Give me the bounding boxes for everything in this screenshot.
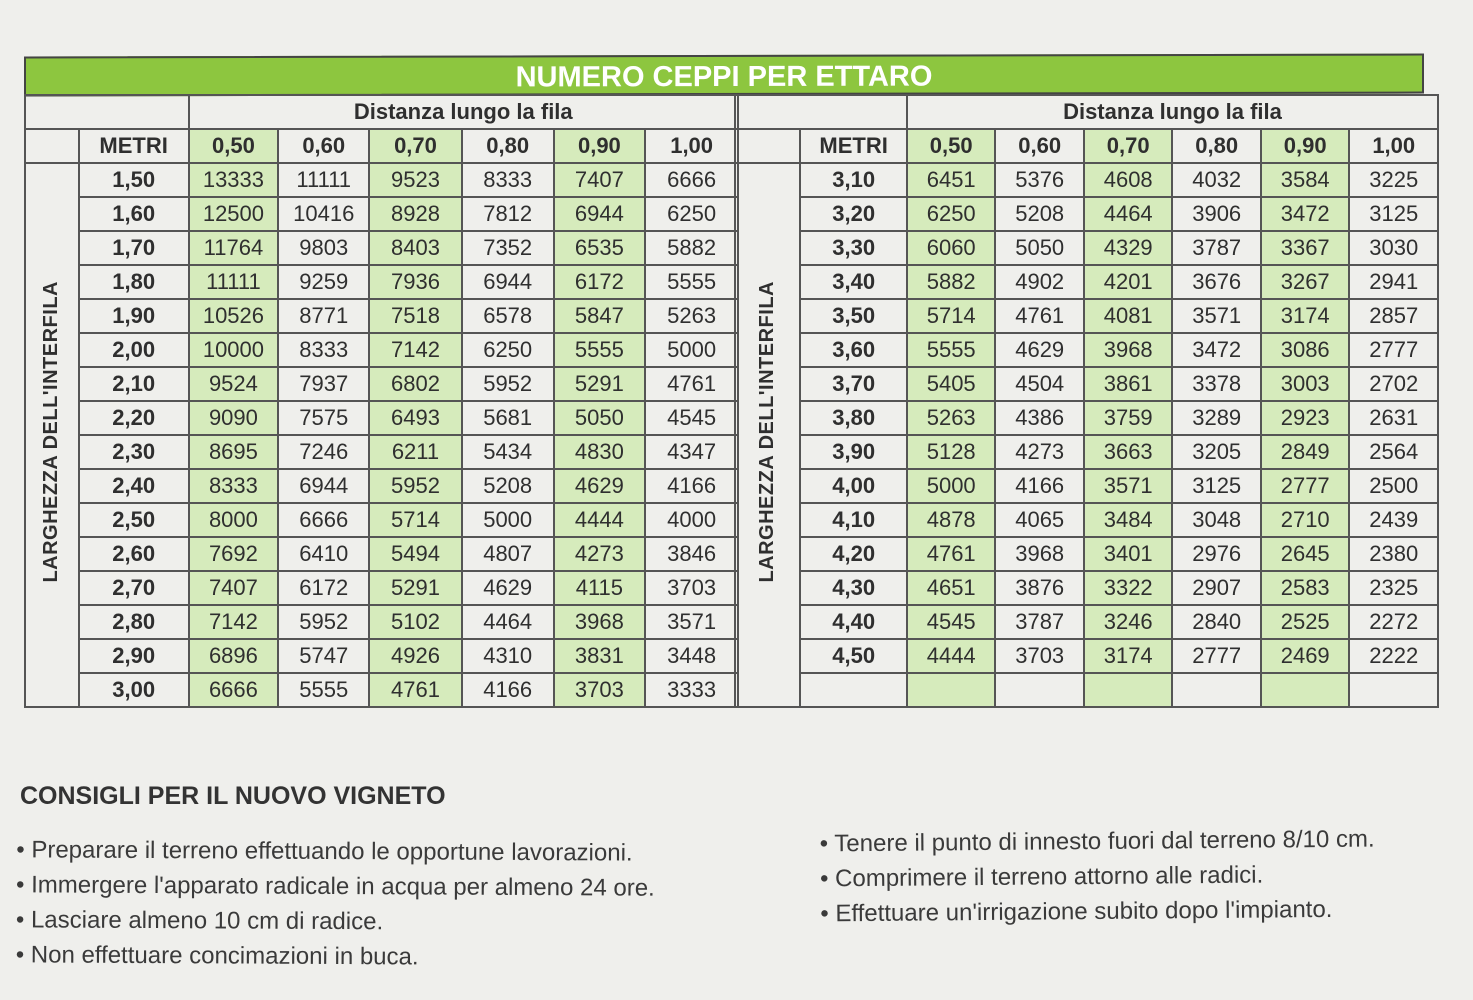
value-cell: 4201 xyxy=(1084,265,1173,299)
value-cell: 5050 xyxy=(995,231,1084,265)
value-cell: 5555 xyxy=(645,265,738,299)
value-cell: 5494 xyxy=(369,537,462,571)
metri-cell: 2,00 xyxy=(79,333,189,367)
value-cell: 7575 xyxy=(278,401,369,435)
column-header: 0,60 xyxy=(278,129,369,163)
value-cell: 6578 xyxy=(462,299,554,333)
value-cell: 3876 xyxy=(995,571,1084,605)
value-cell: 5434 xyxy=(462,435,554,469)
value-cell: 4329 xyxy=(1084,231,1173,265)
value-cell: 3968 xyxy=(995,537,1084,571)
advice-item: • Comprimere il terreno attorno alle radici. xyxy=(820,857,1375,897)
value-cell: 3676 xyxy=(1172,265,1261,299)
table-row xyxy=(735,401,1438,435)
column-header: 1,00 xyxy=(1349,129,1438,163)
value-cell: 5405 xyxy=(907,367,996,401)
value-cell: 3401 xyxy=(1084,537,1173,571)
value-cell: 2500 xyxy=(1349,469,1438,503)
value-cell: 6172 xyxy=(278,571,369,605)
value-cell: 6535 xyxy=(554,231,646,265)
advice-item: • Preparare il terreno effettuando le opportune lavorazioni. xyxy=(16,832,655,870)
value-cell: 4310 xyxy=(462,639,554,673)
column-header: 0,50 xyxy=(907,129,996,163)
metri-cell: 4,20 xyxy=(800,537,907,571)
value-cell: 5050 xyxy=(554,401,646,435)
table-row xyxy=(25,503,738,537)
metri-cell: 3,50 xyxy=(800,299,907,333)
value-cell: 4347 xyxy=(645,435,738,469)
value-cell: 5952 xyxy=(462,367,554,401)
value-cell: 3030 xyxy=(1349,231,1438,265)
table-row xyxy=(735,435,1438,469)
value-cell: 4629 xyxy=(995,333,1084,367)
metri-cell: 2,90 xyxy=(79,639,189,673)
table-row xyxy=(25,265,738,299)
value-cell: 5263 xyxy=(645,299,738,333)
value-cell: 9803 xyxy=(278,231,369,265)
value-cell: 3367 xyxy=(1261,231,1350,265)
value-cell: 5000 xyxy=(907,469,996,503)
value-cell xyxy=(995,673,1084,707)
metri-header: METRI xyxy=(79,129,189,163)
value-cell: 8928 xyxy=(369,197,462,231)
value-cell: 4032 xyxy=(1172,163,1261,197)
value-cell: 6250 xyxy=(462,333,554,367)
value-cell: 7518 xyxy=(369,299,462,333)
value-cell: 5000 xyxy=(645,333,738,367)
value-cell: 3759 xyxy=(1084,401,1173,435)
value-cell: 4608 xyxy=(1084,163,1173,197)
column-header: 0,60 xyxy=(995,129,1084,163)
value-cell: 3906 xyxy=(1172,197,1261,231)
value-cell: 4444 xyxy=(907,639,996,673)
value-cell: 3787 xyxy=(1172,231,1261,265)
value-cell: 6250 xyxy=(645,197,738,231)
row-axis-label xyxy=(25,163,79,707)
metri-cell: 3,90 xyxy=(800,435,907,469)
value-cell: 9524 xyxy=(189,367,279,401)
value-cell: 5747 xyxy=(278,639,369,673)
value-cell: 4629 xyxy=(554,469,646,503)
metri-cell: 3,20 xyxy=(800,197,907,231)
metri-cell: 1,70 xyxy=(79,231,189,265)
value-cell: 4464 xyxy=(462,605,554,639)
value-cell: 3378 xyxy=(1172,367,1261,401)
value-cell: 3861 xyxy=(1084,367,1173,401)
value-cell: 4629 xyxy=(462,571,554,605)
value-cell: 5952 xyxy=(278,605,369,639)
table-row xyxy=(735,537,1438,571)
value-cell: 3584 xyxy=(1261,163,1350,197)
value-cell: 2840 xyxy=(1172,605,1261,639)
metri-cell: 4,40 xyxy=(800,605,907,639)
table-row xyxy=(25,197,738,231)
value-cell: 7812 xyxy=(462,197,554,231)
value-cell: 2777 xyxy=(1349,333,1438,367)
value-cell: 3663 xyxy=(1084,435,1173,469)
value-cell: 3448 xyxy=(645,639,738,673)
value-cell: 3174 xyxy=(1261,299,1350,333)
column-header: 1,00 xyxy=(645,129,738,163)
value-cell: 9259 xyxy=(278,265,369,299)
value-cell: 3205 xyxy=(1172,435,1261,469)
table-row xyxy=(735,299,1438,333)
value-cell: 4166 xyxy=(462,673,554,707)
value-cell: 4926 xyxy=(369,639,462,673)
value-cell: 2222 xyxy=(1349,639,1438,673)
value-cell: 3831 xyxy=(554,639,646,673)
value-cell: 3246 xyxy=(1084,605,1173,639)
value-cell: 6896 xyxy=(189,639,279,673)
table-row xyxy=(25,299,738,333)
table-row xyxy=(735,265,1438,299)
value-cell: 9090 xyxy=(189,401,279,435)
subheader-row xyxy=(735,95,1438,129)
value-cell: 6666 xyxy=(278,503,369,537)
metri-cell: 1,80 xyxy=(79,265,189,299)
value-cell: 6802 xyxy=(369,367,462,401)
value-cell: 4273 xyxy=(995,435,1084,469)
value-cell xyxy=(907,673,996,707)
row-axis-label-text: LARGHEZZA DELL'INTERFILA xyxy=(756,281,779,583)
value-cell: 5555 xyxy=(907,333,996,367)
value-cell: 6493 xyxy=(369,401,462,435)
table-row xyxy=(25,435,738,469)
metri-cell: 1,90 xyxy=(79,299,189,333)
value-cell: 4000 xyxy=(645,503,738,537)
table-row xyxy=(735,163,1438,197)
distance-along-row-header: Distanza lungo la fila xyxy=(189,95,738,129)
metri-cell: 3,80 xyxy=(800,401,907,435)
metri-cell: 2,50 xyxy=(79,503,189,537)
value-cell: 5555 xyxy=(278,673,369,707)
value-cell: 4464 xyxy=(1084,197,1173,231)
value-cell: 4273 xyxy=(554,537,646,571)
metri-cell: 2,60 xyxy=(79,537,189,571)
value-cell: 5376 xyxy=(995,163,1084,197)
table-row xyxy=(25,605,738,639)
value-cell: 7407 xyxy=(189,571,279,605)
metri-cell: 3,70 xyxy=(800,367,907,401)
table-row xyxy=(25,469,738,503)
value-cell: 6666 xyxy=(189,673,279,707)
value-cell: 2923 xyxy=(1261,401,1350,435)
metri-cell: 4,50 xyxy=(800,639,907,673)
value-cell: 5952 xyxy=(369,469,462,503)
value-cell: 4115 xyxy=(554,571,646,605)
value-cell: 8403 xyxy=(369,231,462,265)
column-header: 0,70 xyxy=(1084,129,1173,163)
advice-list-right xyxy=(820,822,1376,932)
value-cell: 6944 xyxy=(554,197,646,231)
value-cell: 2976 xyxy=(1172,537,1261,571)
value-cell: 7142 xyxy=(189,605,279,639)
metri-cell: 2,30 xyxy=(79,435,189,469)
metri-cell: 2,20 xyxy=(79,401,189,435)
value-cell: 3472 xyxy=(1261,197,1350,231)
value-cell xyxy=(1084,673,1173,707)
value-cell: 2583 xyxy=(1261,571,1350,605)
value-cell: 4651 xyxy=(907,571,996,605)
value-cell: 2631 xyxy=(1349,401,1438,435)
blank-cell xyxy=(735,129,800,163)
advice-section-title: CONSIGLI PER IL NUOVO VIGNETO xyxy=(20,782,446,810)
value-cell: 5291 xyxy=(369,571,462,605)
value-cell: 4545 xyxy=(907,605,996,639)
value-cell: 4386 xyxy=(995,401,1084,435)
column-header: 0,70 xyxy=(369,129,462,163)
value-cell: 4166 xyxy=(995,469,1084,503)
value-cell: 2849 xyxy=(1261,435,1350,469)
metri-cell: 4,00 xyxy=(800,469,907,503)
value-cell: 11111 xyxy=(189,265,279,299)
value-cell: 3968 xyxy=(554,605,646,639)
left-stock-table xyxy=(24,94,739,708)
value-cell: 2380 xyxy=(1349,537,1438,571)
value-cell: 3703 xyxy=(995,639,1084,673)
value-cell: 2469 xyxy=(1261,639,1350,673)
value-cell: 10000 xyxy=(189,333,279,367)
value-cell: 3703 xyxy=(645,571,738,605)
value-cell: 5714 xyxy=(907,299,996,333)
column-header-row xyxy=(735,129,1438,163)
value-cell: 3571 xyxy=(1172,299,1261,333)
row-axis-label-text: LARGHEZZA DELL'INTERFILA xyxy=(40,281,63,583)
value-cell: 6666 xyxy=(645,163,738,197)
metri-cell: 2,80 xyxy=(79,605,189,639)
value-cell: 8000 xyxy=(189,503,279,537)
value-cell: 2272 xyxy=(1349,605,1438,639)
distance-along-row-header: Distanza lungo la fila xyxy=(907,95,1438,129)
value-cell: 7692 xyxy=(189,537,279,571)
metri-cell: 3,40 xyxy=(800,265,907,299)
value-cell: 2857 xyxy=(1349,299,1438,333)
value-cell: 4081 xyxy=(1084,299,1173,333)
column-header: 0,50 xyxy=(189,129,279,163)
subheader-row xyxy=(25,95,738,129)
value-cell: 6211 xyxy=(369,435,462,469)
table-row xyxy=(25,639,738,673)
value-cell: 4761 xyxy=(907,537,996,571)
metri-cell: 2,10 xyxy=(79,367,189,401)
metri-cell xyxy=(800,673,907,707)
metri-cell: 3,30 xyxy=(800,231,907,265)
column-header: 0,90 xyxy=(1261,129,1350,163)
value-cell: 7407 xyxy=(554,163,646,197)
value-cell: 8695 xyxy=(189,435,279,469)
value-cell: 3267 xyxy=(1261,265,1350,299)
table-row xyxy=(25,367,738,401)
value-cell: 8333 xyxy=(189,469,279,503)
value-cell: 3968 xyxy=(1084,333,1173,367)
table-row xyxy=(735,605,1438,639)
value-cell: 2907 xyxy=(1172,571,1261,605)
value-cell: 6451 xyxy=(907,163,996,197)
column-header: 0,80 xyxy=(1172,129,1261,163)
advice-item: • Non effettuare concimazioni in buca. xyxy=(16,937,655,975)
table-row xyxy=(25,231,738,265)
value-cell: 6060 xyxy=(907,231,996,265)
value-cell: 3048 xyxy=(1172,503,1261,537)
table-row xyxy=(735,503,1438,537)
value-cell: 4761 xyxy=(995,299,1084,333)
metri-cell: 4,30 xyxy=(800,571,907,605)
value-cell: 3289 xyxy=(1172,401,1261,435)
value-cell: 3125 xyxy=(1349,197,1438,231)
value-cell: 3125 xyxy=(1172,469,1261,503)
table-row xyxy=(735,231,1438,265)
value-cell: 3571 xyxy=(1084,469,1173,503)
value-cell: 2325 xyxy=(1349,571,1438,605)
value-cell: 3484 xyxy=(1084,503,1173,537)
value-cell: 3846 xyxy=(645,537,738,571)
value-cell: 5882 xyxy=(645,231,738,265)
value-cell: 6944 xyxy=(462,265,554,299)
value-cell: 5102 xyxy=(369,605,462,639)
value-cell: 4902 xyxy=(995,265,1084,299)
value-cell: 3086 xyxy=(1261,333,1350,367)
advice-item: • Effettuare un'irrigazione subito dopo l'impianto. xyxy=(820,892,1375,932)
value-cell: 5208 xyxy=(462,469,554,503)
metri-cell: 1,50 xyxy=(79,163,189,197)
value-cell: 6250 xyxy=(907,197,996,231)
value-cell: 7937 xyxy=(278,367,369,401)
metri-cell: 4,10 xyxy=(800,503,907,537)
table-row xyxy=(25,401,738,435)
value-cell: 5291 xyxy=(554,367,646,401)
value-cell: 11111 xyxy=(278,163,369,197)
value-cell: 8771 xyxy=(278,299,369,333)
value-cell: 2439 xyxy=(1349,503,1438,537)
table-row xyxy=(735,333,1438,367)
metri-cell: 3,60 xyxy=(800,333,907,367)
right-stock-table xyxy=(734,94,1439,708)
value-cell: 10416 xyxy=(278,197,369,231)
value-cell: 4166 xyxy=(645,469,738,503)
value-cell xyxy=(1172,673,1261,707)
table-row xyxy=(25,163,738,197)
blank-cell xyxy=(25,129,79,163)
advice-item: • Tenere il punto di innesto fuori dal terreno 8/10 cm. xyxy=(820,822,1375,862)
metri-cell: 2,40 xyxy=(79,469,189,503)
metri-header: METRI xyxy=(800,129,907,163)
value-cell: 3225 xyxy=(1349,163,1438,197)
value-cell: 3333 xyxy=(645,673,738,707)
value-cell: 6172 xyxy=(554,265,646,299)
value-cell: 12500 xyxy=(189,197,279,231)
value-cell: 2564 xyxy=(1349,435,1438,469)
value-cell: 3571 xyxy=(645,605,738,639)
value-cell: 7352 xyxy=(462,231,554,265)
value-cell: 5882 xyxy=(907,265,996,299)
table-title-banner: NUMERO CEPPI PER ETTARO xyxy=(24,54,1424,97)
value-cell: 2941 xyxy=(1349,265,1438,299)
value-cell: 4444 xyxy=(554,503,646,537)
value-cell: 4504 xyxy=(995,367,1084,401)
table-row xyxy=(25,673,738,707)
value-cell: 4807 xyxy=(462,537,554,571)
value-cell: 7142 xyxy=(369,333,462,367)
metri-cell: 1,60 xyxy=(79,197,189,231)
value-cell: 2777 xyxy=(1172,639,1261,673)
value-cell: 8333 xyxy=(278,333,369,367)
value-cell: 7936 xyxy=(369,265,462,299)
table-row xyxy=(735,571,1438,605)
metri-cell: 2,70 xyxy=(79,571,189,605)
column-header: 0,90 xyxy=(554,129,646,163)
table-row xyxy=(735,367,1438,401)
value-cell xyxy=(1261,673,1350,707)
value-cell: 3703 xyxy=(554,673,646,707)
value-cell: 3174 xyxy=(1084,639,1173,673)
value-cell: 13333 xyxy=(189,163,279,197)
value-cell: 4761 xyxy=(369,673,462,707)
metri-cell: 3,10 xyxy=(800,163,907,197)
value-cell: 5208 xyxy=(995,197,1084,231)
value-cell: 5128 xyxy=(907,435,996,469)
advice-item: • Immergere l'apparato radicale in acqua per almeno 24 ore. xyxy=(16,867,655,905)
value-cell xyxy=(1349,673,1438,707)
value-cell: 4830 xyxy=(554,435,646,469)
value-cell: 2710 xyxy=(1261,503,1350,537)
value-cell: 5555 xyxy=(554,333,646,367)
table-row xyxy=(735,197,1438,231)
value-cell: 2777 xyxy=(1261,469,1350,503)
value-cell: 2702 xyxy=(1349,367,1438,401)
value-cell: 2645 xyxy=(1261,537,1350,571)
value-cell: 5714 xyxy=(369,503,462,537)
metri-cell: 3,00 xyxy=(79,673,189,707)
value-cell: 4878 xyxy=(907,503,996,537)
value-cell: 5681 xyxy=(462,401,554,435)
value-cell: 6410 xyxy=(278,537,369,571)
blank-cell xyxy=(25,95,189,129)
value-cell: 11764 xyxy=(189,231,279,265)
value-cell: 4545 xyxy=(645,401,738,435)
value-cell: 3787 xyxy=(995,605,1084,639)
advice-list-left xyxy=(16,832,655,975)
row-axis-label xyxy=(735,163,800,707)
column-header: 0,80 xyxy=(462,129,554,163)
blank-cell xyxy=(735,95,907,129)
table-row xyxy=(25,537,738,571)
value-cell: 9523 xyxy=(369,163,462,197)
value-cell: 7246 xyxy=(278,435,369,469)
table-row xyxy=(25,571,738,605)
table-row xyxy=(25,333,738,367)
value-cell: 3003 xyxy=(1261,367,1350,401)
advice-item: • Lasciare almeno 10 cm di radice. xyxy=(16,902,655,940)
value-cell: 5263 xyxy=(907,401,996,435)
value-cell: 4761 xyxy=(645,367,738,401)
value-cell: 5000 xyxy=(462,503,554,537)
value-cell: 8333 xyxy=(462,163,554,197)
value-cell: 2525 xyxy=(1261,605,1350,639)
value-cell: 5847 xyxy=(554,299,646,333)
value-cell: 10526 xyxy=(189,299,279,333)
value-cell: 6944 xyxy=(278,469,369,503)
table-row xyxy=(735,639,1438,673)
value-cell: 3472 xyxy=(1172,333,1261,367)
value-cell: 4065 xyxy=(995,503,1084,537)
table-row xyxy=(735,673,1438,707)
column-header-row xyxy=(25,129,738,163)
table-row xyxy=(735,469,1438,503)
value-cell: 3322 xyxy=(1084,571,1173,605)
